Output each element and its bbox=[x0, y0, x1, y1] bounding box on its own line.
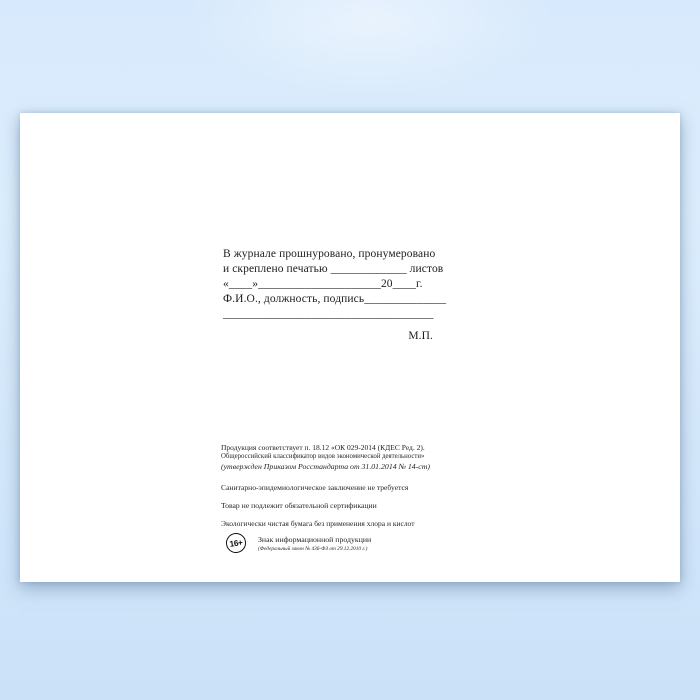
certification-line-1: В журнале прошнуровано, пронумеровано bbox=[223, 248, 436, 260]
certification-line-4: Ф.И.О., должность, подпись______________ bbox=[223, 293, 447, 305]
compliance-standard-line-2: Общероссийский классификатор видов экономической деятельности» bbox=[221, 452, 425, 460]
signature-blank-line: ____________________________________ bbox=[223, 308, 434, 320]
age-mark-texts bbox=[258, 536, 371, 553]
certification-statement: Товар не подлежит обязательной сертификации bbox=[221, 501, 377, 510]
stamp-place-label: М.П. bbox=[408, 330, 433, 342]
certification-line-3: «____»_____________________20____г. bbox=[223, 278, 423, 290]
compliance-standard-line-1: Продукция соответствует п. 18.12 «ОК 029-2014 (КДЕС Ред. 2). bbox=[221, 443, 425, 452]
age-16-plus-icon: 16+ bbox=[225, 532, 248, 555]
compliance-block bbox=[221, 443, 471, 568]
certification-line-2: и скреплено печатью _____________ листов bbox=[223, 263, 444, 275]
ecology-statement: Экологически чистая бумага без применения хлора и кислот bbox=[221, 519, 415, 528]
age-mark-label: Знак информационной продукции bbox=[258, 535, 372, 544]
compliance-standard-line-3: (утвержден Приказом Росстандарта от 31.01.2014 № 14-ст) bbox=[221, 462, 430, 471]
certification-block bbox=[223, 247, 447, 344]
age-mark-law-note: (Федеральный закон № 436-ФЗ от 29.12.2010 г.) bbox=[258, 545, 368, 552]
sanitary-statement: Санитарно-эпидемиологическое заключение не требуется bbox=[221, 483, 409, 492]
journal-back-cover-page bbox=[20, 113, 680, 582]
age-mark-row bbox=[226, 533, 371, 553]
